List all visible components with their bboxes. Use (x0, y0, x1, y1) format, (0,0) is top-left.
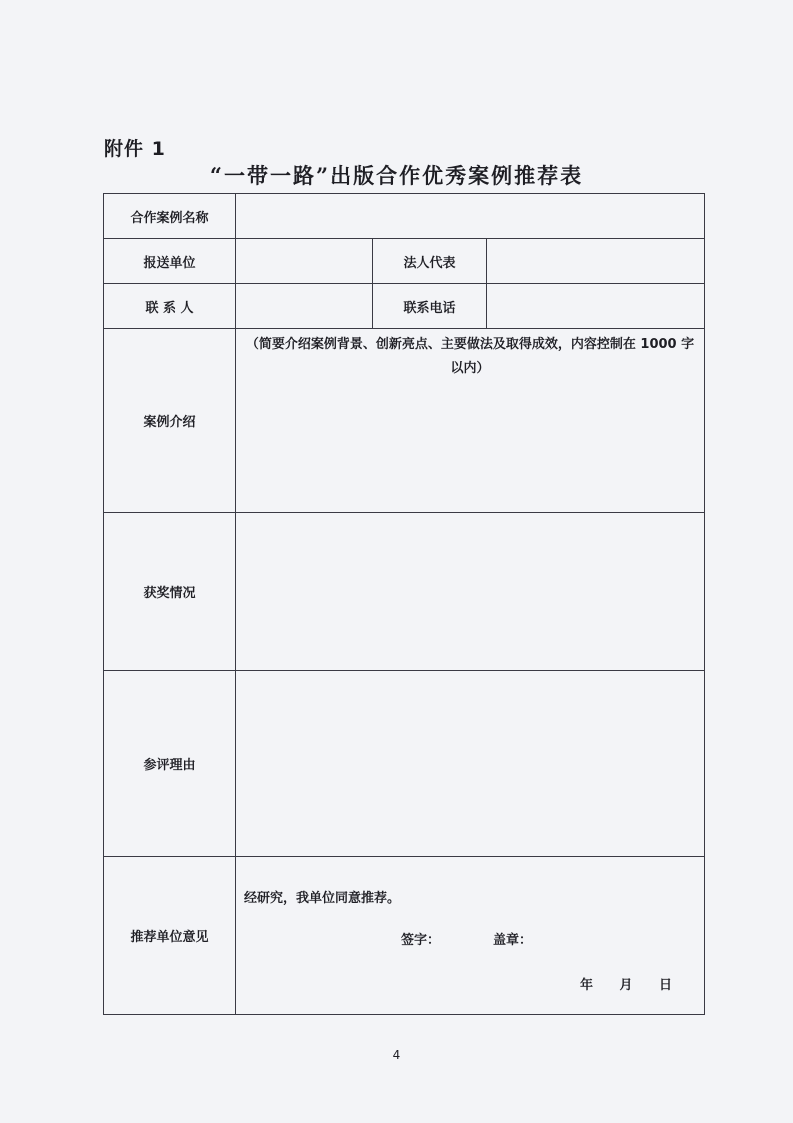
seal-label: 盖章： (493, 933, 533, 948)
recommendation-form (103, 193, 705, 1015)
reason-field[interactable] (236, 671, 705, 857)
intro-hint[interactable]: （简要介绍案例背景、创新亮点、主要做法及取得成效，内容控制在 1000 字以内） (236, 329, 705, 513)
awards-field[interactable] (236, 513, 705, 671)
attachment-label: 附件 1 (104, 138, 166, 160)
contact-label: 联 系 人 (104, 284, 236, 329)
opinion-text: 经研究，我单位同意推荐。 (244, 891, 401, 906)
awards-label: 获奖情况 (104, 513, 236, 671)
opinion-label: 推荐单位意见 (104, 857, 236, 1015)
phone-field[interactable] (487, 284, 705, 329)
date-label: 年 月 日 (579, 978, 673, 993)
page-number: 4 (392, 1048, 401, 1062)
intro-label: 案例介绍 (104, 329, 236, 513)
unit-label: 报送单位 (104, 239, 236, 284)
unit-field[interactable] (236, 239, 373, 284)
phone-label: 联系电话 (373, 284, 487, 329)
case-name-field[interactable] (236, 194, 705, 239)
legal-rep-field[interactable] (487, 239, 705, 284)
legal-rep-label: 法人代表 (373, 239, 487, 284)
opinion-field[interactable] (236, 857, 705, 1015)
reason-label: 参评理由 (104, 671, 236, 857)
contact-field[interactable] (236, 284, 373, 329)
sign-label: 签字： (401, 933, 441, 948)
case-name-label: 合作案例名称 (104, 194, 236, 239)
form-title: “一带一路”出版合作优秀案例推荐表 (209, 163, 584, 188)
